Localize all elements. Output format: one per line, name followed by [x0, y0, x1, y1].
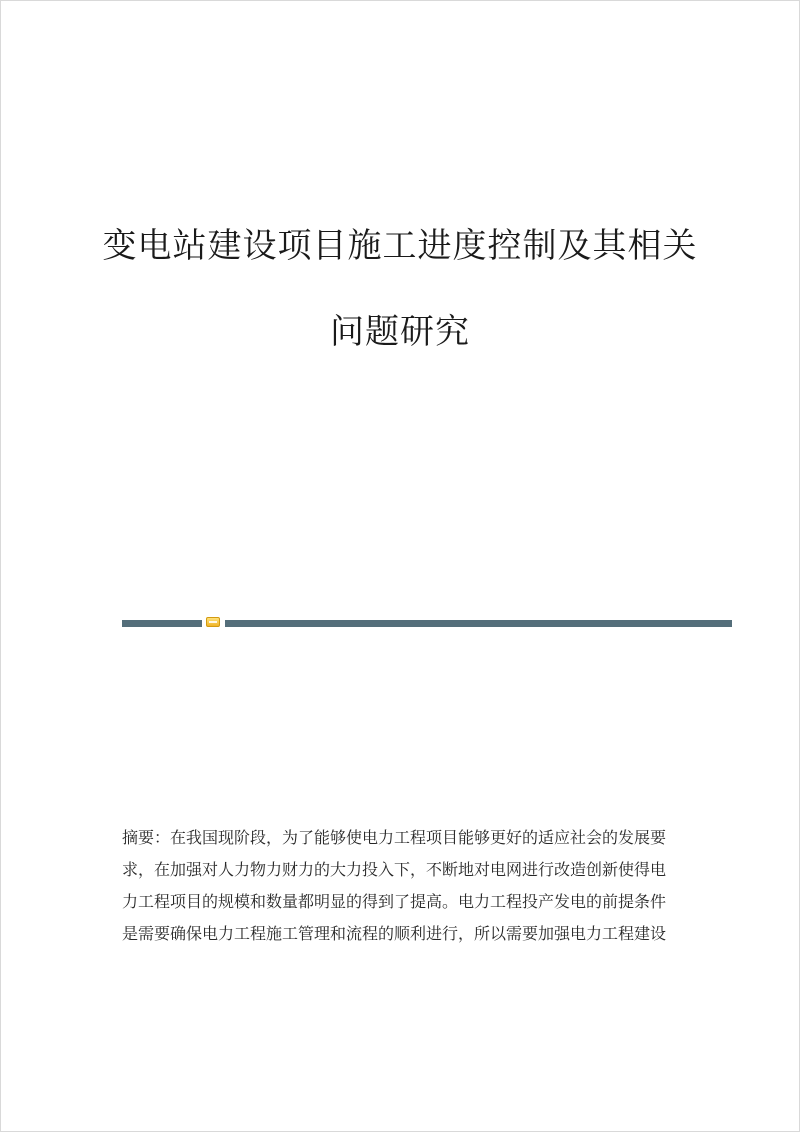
abstract-line: 摘要：在我国现阶段，为了能够使电力工程项目能够更好的适应社会的发展要: [122, 828, 667, 847]
abstract-line: 是需要确保电力工程施工管理和流程的顺利进行，所以需要加强电力工程建设: [122, 924, 667, 943]
abstract-line: 力工程项目的规模和数量都明显的得到了提高。电力工程投产发电的前提条件: [122, 892, 667, 911]
abstract-line: 求，在加强对人力物力财力的大力投入下，不断地对电网进行改造创新使得电: [122, 860, 667, 879]
document-title-line-1: 变电站建设项目施工进度控制及其相关: [102, 226, 698, 266]
document-title-line-2: 问题研究: [330, 312, 470, 352]
divider-ornament-icon: [206, 617, 220, 627]
divider-bar-left: [122, 620, 202, 627]
divider-bar-right: [225, 620, 732, 627]
abstract-paragraph: [122, 822, 682, 950]
